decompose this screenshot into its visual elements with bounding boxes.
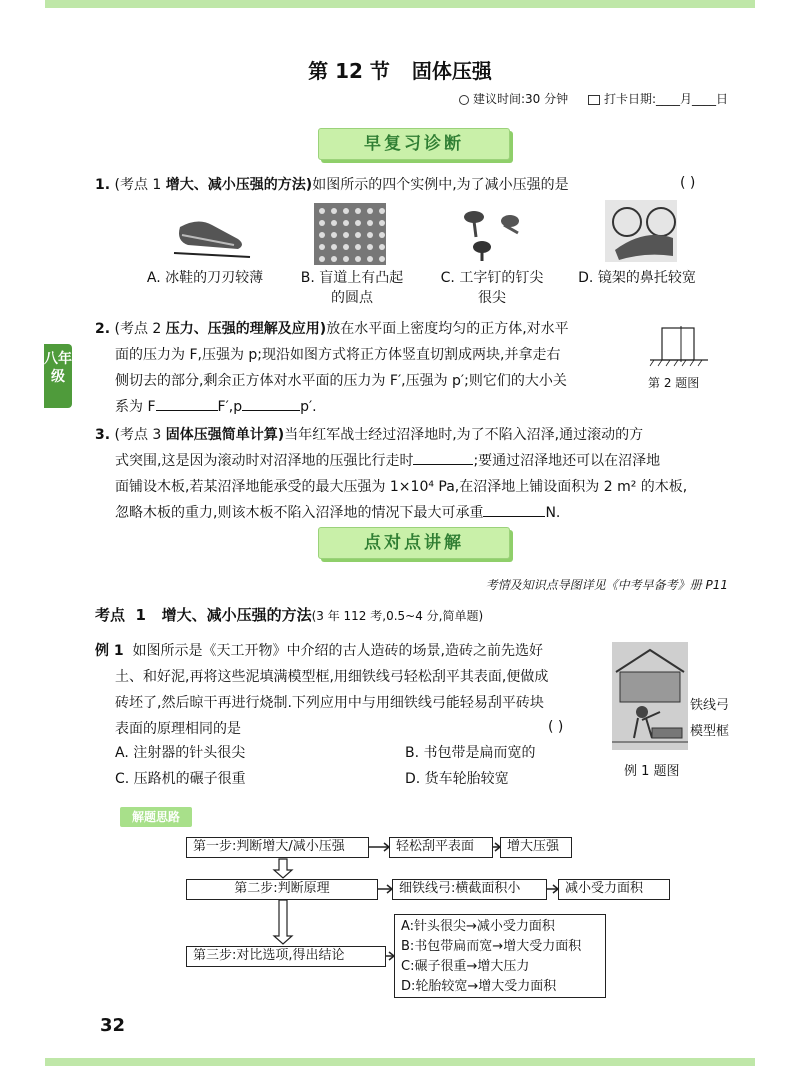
- q2-line4b: F′,p: [217, 399, 243, 415]
- q1-option-c-line2: 很尖: [478, 290, 506, 306]
- q2-figure-caption: 第 2 题图: [648, 376, 700, 390]
- example1-line2: 土、和好泥,再将这些泥填满模型框,用细铁线弓轻松刮平其表面,便做成: [115, 669, 549, 685]
- q1-kp: (考点 1: [114, 177, 162, 193]
- flow-step1-result-b: 增大压强: [500, 837, 572, 858]
- example1-line1: 如图所示是《天工开物》中介绍的古人造砖的场景,造砖之前先选好: [132, 643, 543, 659]
- example1-option-c: C. 压路机的碾子很重: [115, 771, 246, 787]
- q1-option-b-line1: B. 盲道上有凸起: [300, 270, 404, 286]
- banner-points: 点对点讲解: [318, 527, 510, 559]
- q3-line4a: 忽略木板的重力,则该木板不陷入沼泽地的情况下最大可承重: [115, 505, 484, 521]
- flow-step3-item-d: D:轮胎较宽→增大受力面积: [401, 979, 557, 994]
- q2-number: 2.: [95, 321, 111, 337]
- example1-line4: 表面的原理相同的是: [115, 721, 241, 737]
- q3-number: 3.: [95, 427, 111, 443]
- q3-line2a: 式突围,这是因为滚动时对沼泽地的压强比行走时: [115, 453, 414, 469]
- example1-figure-caption: 例 1 题图: [624, 764, 680, 779]
- section-number: 第 12 节: [308, 59, 390, 83]
- kp1-title: 增大、减小压强的方法: [161, 606, 312, 624]
- q3-line1: 当年红军战士经过沼泽地时,为了不陷入沼泽,通过滚动的方: [284, 427, 644, 443]
- example1-option-d: D. 货车轮胎较宽: [405, 771, 509, 787]
- q1-number: 1.: [95, 177, 111, 193]
- flow-step3-item-b: B:书包带扁而宽→增大受力面积: [401, 939, 582, 954]
- example1-answer-paren: ( ): [548, 719, 564, 735]
- page-number: 32: [100, 1015, 126, 1036]
- flow-step3-item-a: A:针头很尖→减小受力面积: [401, 919, 555, 934]
- reference-note: 考情及知识点导图详见《中考早备考》册 P11: [485, 578, 728, 592]
- flow-step1-result-a: 轻松刮平表面: [389, 837, 493, 858]
- flow-step2: 第二步:判断原理: [186, 879, 378, 900]
- q2-line4a: 系为 F: [115, 399, 156, 415]
- kp1-note: (3 年 112 考,0.5~4 分,简单题): [311, 609, 484, 623]
- q1-answer-paren: ( ): [680, 175, 696, 191]
- flow-step2-result-b: 减小受力面积: [558, 879, 670, 900]
- flow-step3: 第三步:对比选项,得出结论: [186, 946, 386, 967]
- suggest-time: 建议时间:30 分钟: [472, 92, 569, 106]
- q3-line3: 面铺设木板,若某沼泽地能承受的最大压强为 1×10⁴ Pa,在沼泽地上铺设面积为 2 m² 的木板,: [115, 479, 688, 495]
- q1-option-b-line2: 的圆点: [331, 290, 373, 306]
- q2-line4c: p′.: [300, 399, 317, 415]
- flow-step3-item-c: C:碾子很重→增大压力: [401, 959, 530, 974]
- q3-kp: (考点 3: [114, 427, 162, 443]
- q1-option-a-line1: A. 冰鞋的刀刃较薄: [146, 270, 264, 286]
- q2-kp-title: 压力、压强的理解及应用): [165, 321, 327, 337]
- section-topic: 固体压强: [411, 59, 492, 83]
- grade-tab: 八年级: [44, 344, 72, 408]
- example1-option-a: A. 注射器的针头很尖: [115, 745, 246, 761]
- q3-line2b: ;要通过沼泽地还可以在沼泽地: [473, 453, 661, 469]
- banner-review: 早复习诊断: [318, 128, 510, 160]
- flow-step1: 第一步:判断增大/减小压强: [186, 837, 369, 858]
- q2-kp: (考点 2: [114, 321, 162, 337]
- q2-line2: 面的压力为 F,压强为 p;现沿如图方式将正方体竖直切割成两块,并拿走右: [115, 347, 561, 363]
- example1-option-b: B. 书包带是扁而宽的: [405, 745, 536, 761]
- flow-step2-result-a: 细铁线弓:横截面积小: [392, 879, 547, 900]
- q1-option-c-line1: C. 工字钉的钉尖: [440, 270, 544, 286]
- flow-step3-results: [394, 914, 606, 998]
- example1-label: 例 1: [95, 643, 124, 659]
- figure-label-mold-frame: 模型框: [690, 724, 730, 739]
- kp1-label: 考点: [95, 606, 126, 624]
- q2-line1: 放在水平面上密度均匀的正方体,对水平: [326, 321, 569, 337]
- kp1-number: 1: [135, 606, 146, 624]
- q3-kp-title: 固体压强简单计算): [165, 427, 285, 443]
- figure-label-wire-bow: 铁线弓: [690, 698, 730, 713]
- checkin-date: 打卡日期:____月____日: [603, 92, 728, 106]
- solution-tag: 解题思路: [120, 807, 192, 827]
- q2-line3: 侧切去的部分,剩余正方体对水平面的压力为 F′,压强为 p′;则它们的大小关: [115, 373, 567, 389]
- q1-option-d-line1: D. 镜架的鼻托较宽: [578, 270, 696, 286]
- q3-line4b: N.: [545, 505, 561, 521]
- q1-text: 如图所示的四个实例中,为了减小压强的是: [312, 177, 569, 193]
- q1-kp-title: 增大、减小压强的方法): [165, 177, 313, 193]
- example1-line3: 砖坯了,然后晾干再进行烧制.下列应用中与用细铁线弓能轻易刮平砖块: [115, 695, 544, 711]
